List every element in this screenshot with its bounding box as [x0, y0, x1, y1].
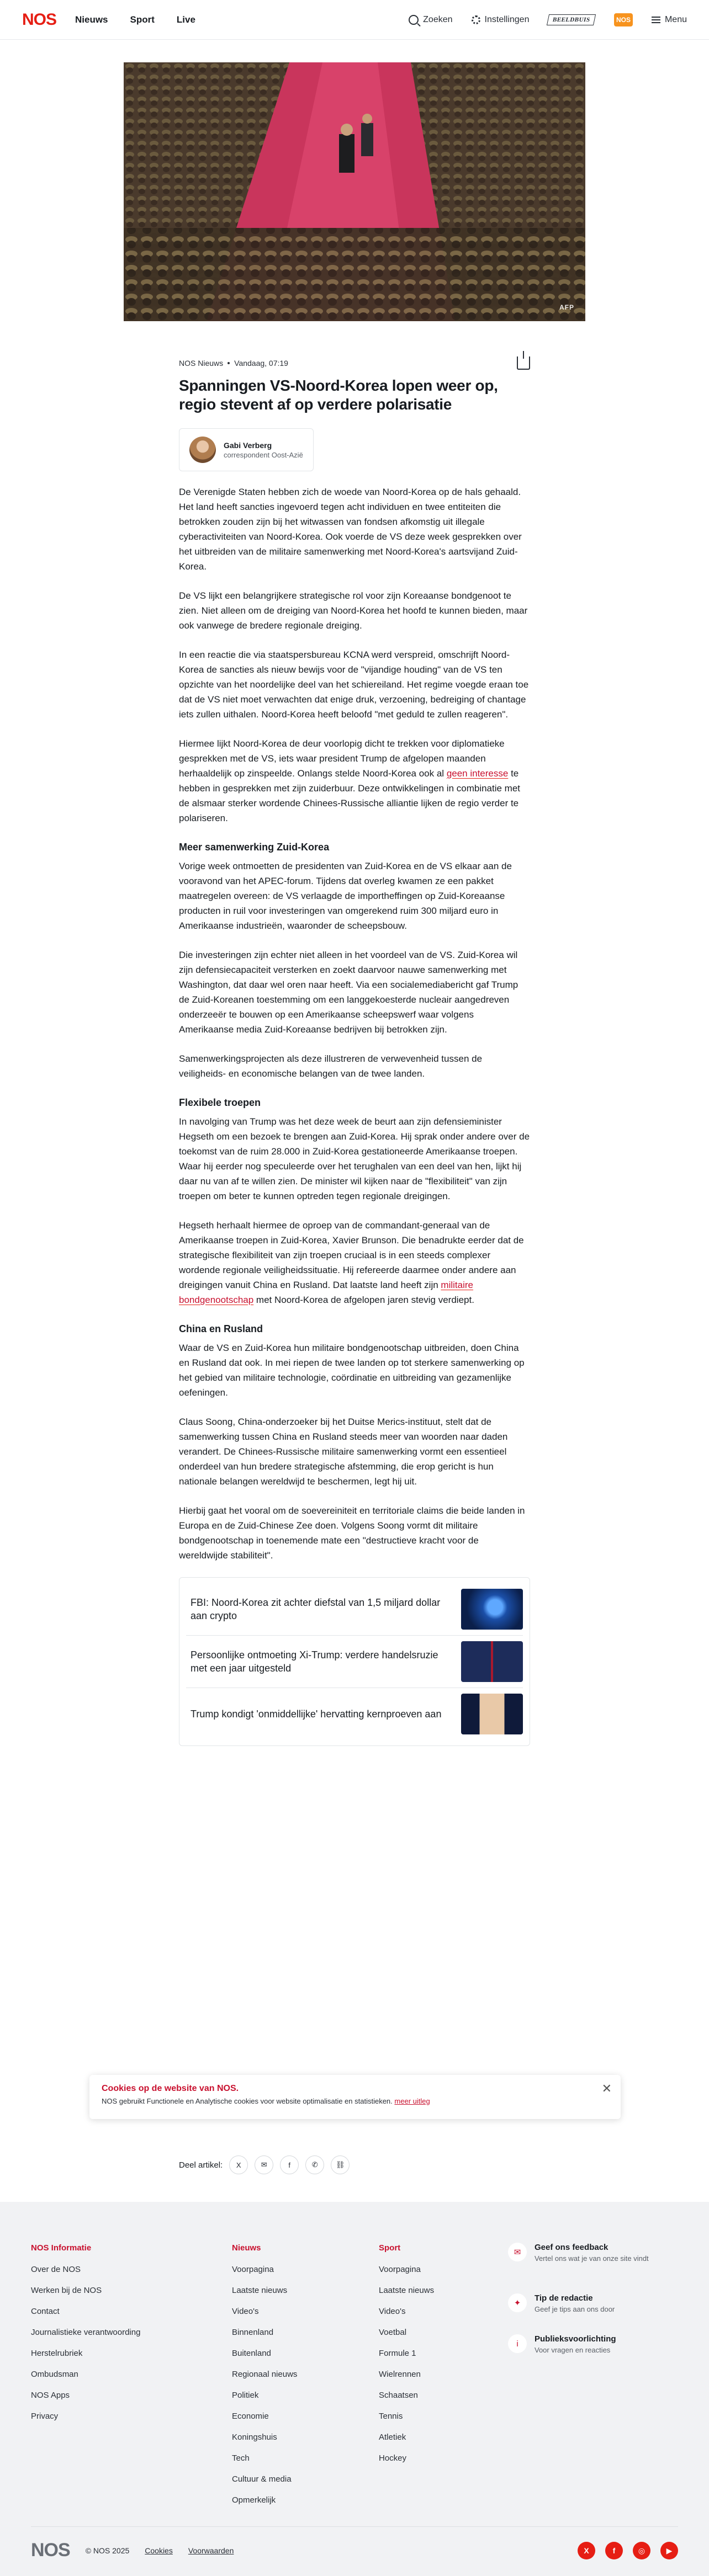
- article: [179, 359, 530, 1746]
- footer-link[interactable]: Tennis: [379, 2412, 403, 2421]
- footer-col-nieuws: [232, 2242, 297, 2511]
- hero-photo-illustration: [124, 62, 585, 321]
- footer-link[interactable]: Binnenland: [232, 2328, 274, 2337]
- footer-link[interactable]: Tech: [232, 2453, 250, 2463]
- footer-link[interactable]: Over de NOS: [31, 2265, 81, 2274]
- card-subtitle: Voor vragen en reacties: [535, 2346, 611, 2354]
- footer-link[interactable]: NOS Apps: [31, 2391, 70, 2400]
- link-geen-interesse[interactable]: geen interesse: [446, 768, 509, 779]
- related-title: Persoonlijke ontmoeting Xi-Trump: verdere handelsruzie met een jaar uitgesteld: [191, 1649, 438, 1674]
- footer-link[interactable]: Ombudsman: [31, 2370, 78, 2379]
- lightbulb-icon: ✦: [508, 2293, 527, 2312]
- footer-link[interactable]: Contact: [31, 2307, 60, 2316]
- footer-link[interactable]: Atletiek: [379, 2433, 406, 2442]
- card-title: Tip de redactie: [535, 2293, 593, 2303]
- nos-logo[interactable]: NOS: [22, 10, 57, 29]
- footer-heading: Sport: [379, 2243, 401, 2253]
- footer-link[interactable]: Buitenland: [232, 2349, 271, 2358]
- paragraph: In navolging van Trump was het deze week de beurt aan zijn defensieminister Hegseth om een bezoek te brengen aan Zuid-Korea. Hij sprak onder andere over de toekomst van de ruim 28.000 in Zuid-Korea gestationeerde Amerikaanse troepen. Waar hij eerder nog speculeerde over het terughalen van een deel van hen, lijkt hij daar nu van af te willen zien. De minister wil kijken naar de "flexibiliteit" van zijn troepen om beter te kunnen optreden tegen regionale dreigingen.: [179, 1116, 530, 1201]
- share-facebook-icon[interactable]: f: [280, 2155, 299, 2174]
- footer-link[interactable]: Journalistieke verantwoording: [31, 2328, 141, 2337]
- paragraph: De Verenigde Staten hebben zich de woede van Noord-Korea op de hals gehaald. Het land heeft sancties ingevoerd tegen acht individuen en twee entiteiten die betrokken zouden zijn bij het witwassen van fondsen afkomstig uit illegale cyberactiviteiten van Noord-Korea. Ook voerde de VS deze week gesprekken over het uitbreiden van de militaire samenwerking met Noord-Korea's aartsvijand Zuid-Korea.: [179, 487, 522, 572]
- terms-link[interactable]: Voorwaarden: [188, 2546, 234, 2555]
- paragraph: Vorige week ontmoetten de presidenten van Zuid-Korea en de VS elkaar aan de vooravond van het APEC-forum. Tijdens dat overleg kwamen ze een pakket maatregelen overeen: de VS verlaagde de importheffingen op Zuid-Koreaanse producten in ruil voor investeringen van omgerekend ruim 300 miljard euro in Amerikaanse industrieën, waaronder de scheepsbouw.: [179, 861, 512, 931]
- menu-button[interactable]: [652, 15, 687, 25]
- footer-link[interactable]: Laatste nieuws: [379, 2286, 435, 2295]
- search-label: Zoeken: [423, 14, 453, 24]
- paragraph: Samenwerkingsprojecten als deze illustreren de verwevenheid tussen de veiligheids- en economische belangen van de twee landen.: [179, 1053, 483, 1079]
- share-link-icon[interactable]: ⛓: [331, 2155, 350, 2174]
- footer-link[interactable]: Economie: [232, 2412, 269, 2421]
- meta-separator: [227, 362, 230, 364]
- facebook-icon[interactable]: f: [605, 2542, 623, 2559]
- cookie-title: Cookies op de website van NOS.: [102, 2084, 239, 2093]
- article-body: [179, 485, 530, 1563]
- menu-icon: [652, 17, 660, 23]
- paragraph: Hiermee lijkt Noord-Korea de deur voorlopig dicht te trekken voor diplomatieke gesprekken met de VS, iets waar president Trump de afgelopen maanden herhaaldelijk op zinspeelde. Onlangs stelde Noord-Korea ook al geen interesse te hebben in gesprekken met zijn zuiderbuur. Deze ontwikkelingen in combinatie met de alsmaar sterker wordende Chinees-Russische alliantie lijken de regio verder te polariseren.: [179, 738, 521, 823]
- menu-label: Menu: [664, 14, 687, 24]
- footer-link[interactable]: Politiek: [232, 2391, 259, 2400]
- paragraph: Waar de VS en Zuid-Korea hun militaire bondgenootschap uitbreiden, doen China en Rusland dat ook. In mei riepen de twee landen op tot sterkere samenwerking op het gebied van militaire technologie, coördinatie en uitbreiding van gezamenlijke oefeningen.: [179, 1343, 525, 1398]
- section-heading: Meer samenwerking Zuid-Korea: [179, 842, 330, 853]
- footer-link[interactable]: Schaatsen: [379, 2391, 418, 2400]
- footer-link[interactable]: Privacy: [31, 2412, 59, 2421]
- card-subtitle: Vertel ons wat je van onze site vindt: [535, 2254, 649, 2263]
- card-subtitle: Geef je tips aan ons door: [535, 2305, 615, 2313]
- paragraph: Hegseth herhaalt hiermee de oproep van de commandant-generaal van de Amerikaanse troepen in Zuid-Korea, Xavier Brunson. Die benadrukte eerder dat de strategische flexibiliteit van zijn troepen cruciaal is in een steeds complexer wordende regionale veiligheidssituatie. Hij refereerde daarmee onder andere aan dreigingen vanuit China en Rusland. Dat laatste land heeft zijn militaire bondgenootschap met Noord-Korea de afgelopen jaren stevig verdiept.: [179, 1220, 524, 1305]
- related-article[interactable]: [186, 1583, 523, 1636]
- footer-link[interactable]: Regionaal nieuws: [232, 2370, 298, 2379]
- x-icon[interactable]: X: [578, 2542, 595, 2559]
- card-title: Publieksvoorlichting: [535, 2334, 616, 2344]
- related-thumbnail: [461, 1641, 523, 1682]
- article-time: Vandaag, 07:19: [234, 359, 288, 368]
- nav-nieuws[interactable]: Nieuws: [75, 14, 108, 25]
- chat-icon: ✉: [508, 2243, 527, 2261]
- info-card[interactable]: [508, 2334, 679, 2355]
- related-title: FBI: Noord-Korea zit achter diefstal van 1,5 miljard dollar aan crypto: [191, 1597, 441, 1621]
- hero-image: [124, 62, 585, 321]
- footer-link[interactable]: Video's: [379, 2307, 406, 2316]
- social-links: [578, 2542, 678, 2559]
- article-source: NOS Nieuws: [179, 359, 224, 368]
- footer-heading: Nieuws: [232, 2243, 261, 2253]
- author-name: Gabi Verberg: [224, 440, 272, 450]
- cookie-banner: [89, 2075, 621, 2119]
- footer-link[interactable]: Laatste nieuws: [232, 2286, 288, 2295]
- copyright: © NOS 2025: [85, 2546, 130, 2555]
- related-thumbnail: [461, 1589, 523, 1630]
- share-email-icon[interactable]: ✉: [255, 2155, 273, 2174]
- settings-label: Instellingen: [484, 14, 530, 24]
- footer-link[interactable]: Voorpagina: [232, 2265, 274, 2274]
- cookies-link[interactable]: Cookies: [145, 2546, 173, 2555]
- related-article[interactable]: [186, 1688, 523, 1740]
- link-militaire-bondgenootschap[interactable]: militaire bondgenootschap: [179, 1280, 473, 1305]
- section-heading: China en Rusland: [179, 1323, 263, 1334]
- related-thumbnail: [461, 1694, 523, 1734]
- related-title: Trump kondigt 'onmiddellijke' hervatting kernproeven aan: [191, 1709, 442, 1720]
- settings-button[interactable]: [472, 15, 530, 25]
- footer-link[interactable]: Hockey: [379, 2453, 407, 2463]
- footer-link[interactable]: Cultuur & media: [232, 2474, 292, 2484]
- share-row: [179, 2155, 350, 2174]
- info-icon: i: [508, 2334, 527, 2353]
- footer-link[interactable]: Formule 1: [379, 2349, 416, 2358]
- footer-link[interactable]: Koningshuis: [232, 2433, 277, 2442]
- site-header: [0, 0, 709, 40]
- article-title: Spanningen VS-Noord-Korea lopen weer op, regio stevent af op verdere polarisatie: [179, 377, 498, 413]
- paragraph: Hierbij gaat het vooral om de soevereiniteit en territoriale claims die beide landen in Europa en de Zuid-Chinese Zee doen. Volgens Soong vormt dit militaire bondgenootschap in toenemende mate een "destructieve kracht voor de wereldwijde stabiliteit".: [179, 1505, 525, 1561]
- footer-link[interactable]: Werken bij de NOS: [31, 2286, 102, 2295]
- footer-link[interactable]: Opmerkelijk: [232, 2495, 276, 2505]
- author-role: correspondent Oost-Azië: [224, 450, 303, 459]
- paragraph: Die investeringen zijn echter niet alleen in het voordeel van de VS. Zuid-Korea wil zijn defensiecapaciteit versterken en zoekt daarvoor nauwe samenwerking met Washington, dat daar wel oren naar heeft. Via een socialemediabericht gaf Trump de Zuid-Koreanen toestemming om een langgekoesterde nucleair aangedreven onderzeeër te bouwen op een Amerikaanse scheepswerf waar volgens Amerikaanse media Zuid-Koreaanse bedrijven bij betrokken zijn.: [179, 950, 518, 1035]
- footer-link[interactable]: Voorpagina: [379, 2265, 421, 2274]
- section-heading: Flexibele troepen: [179, 1097, 261, 1108]
- share-icon[interactable]: [517, 356, 530, 370]
- footer-divider: [31, 2526, 678, 2527]
- nav-live[interactable]: Live: [176, 14, 195, 25]
- nav-sport[interactable]: Sport: [130, 14, 155, 25]
- tip-card[interactable]: [508, 2293, 679, 2314]
- paragraph: In een reactie die via staatspersbureau KCNA werd verspreid, omschrijft Noord-Korea de sancties als nieuw bewijs voor de "vijandige houding" van de VS ten opzichte van het noordelijke deel van het schiereiland. Het regime voegde eraan toe dat de VS niet moet verwachten dat enige druk, verzoening, bedreiging of chantage iets zullen uithalen. Noord-Korea heeft beloofd "met geduld te zullen reageren".: [179, 650, 529, 720]
- close-icon[interactable]: ✕: [601, 2082, 612, 2095]
- footer-link[interactable]: Wielrennen: [379, 2370, 421, 2379]
- gear-icon: [472, 15, 480, 24]
- footer-logo[interactable]: NOS: [31, 2540, 70, 2561]
- cookie-text: NOS gebruikt Functionele en Analytische cookies voor website optimalisatie en statistieken. meer uitleg: [102, 2097, 430, 2105]
- footer-col-sport: [379, 2242, 434, 2469]
- related-article[interactable]: [186, 1636, 523, 1688]
- footer-link[interactable]: Herstelrubriek: [31, 2349, 83, 2358]
- search-button[interactable]: [409, 15, 452, 25]
- nos-app-logo[interactable]: NOS: [614, 13, 633, 26]
- footer-link[interactable]: Voetbal: [379, 2328, 407, 2337]
- site-footer: [0, 2202, 709, 2576]
- author-card[interactable]: [179, 428, 314, 471]
- share-whatsapp-icon[interactable]: ✆: [305, 2155, 324, 2174]
- paragraph: De VS lijkt een belangrijkere strategische rol voor zijn Koreaanse bondgenoot te zien. Niet alleen om de dreiging van Noord-Korea het hoofd te kunnen bieden, maar ook vanwege de bredere regionale dreiging.: [179, 590, 528, 631]
- share-label: Deel artikel:: [179, 2160, 223, 2170]
- card-title: Geef ons feedback: [535, 2243, 609, 2252]
- footer-heading: NOS Informatie: [31, 2243, 92, 2253]
- feedback-card[interactable]: [508, 2243, 679, 2264]
- footer-link[interactable]: Video's: [232, 2307, 259, 2316]
- youtube-icon[interactable]: ▶: [660, 2542, 678, 2559]
- beeldbuis-logo[interactable]: BEELDBUIS: [547, 14, 596, 25]
- photo-credit: AFP: [559, 304, 574, 311]
- related-articles: [179, 1577, 530, 1746]
- main-nav: [75, 14, 195, 25]
- footer-bottom: [31, 2540, 234, 2561]
- cookie-more-link[interactable]: meer uitleg: [394, 2097, 430, 2105]
- article-meta: [179, 359, 530, 368]
- share-x-icon[interactable]: X: [229, 2155, 248, 2174]
- footer-col-info: [31, 2242, 140, 2427]
- search-icon: [409, 15, 419, 25]
- instagram-icon[interactable]: ◎: [633, 2542, 650, 2559]
- paragraph: Claus Soong, China-onderzoeker bij het Duitse Merics-instituut, stelt dat de samenwerking tussen China en Rusland steeds meer van woorden naar daden verandert. De Chinees-Russische militaire samenwerking vormt een essentieel onderdeel van hun bredere strategische afstemming, die erop gericht is hun nationale belangen wereldwijd te beschermen, legt hij uit.: [179, 1417, 508, 1487]
- avatar: [189, 437, 216, 463]
